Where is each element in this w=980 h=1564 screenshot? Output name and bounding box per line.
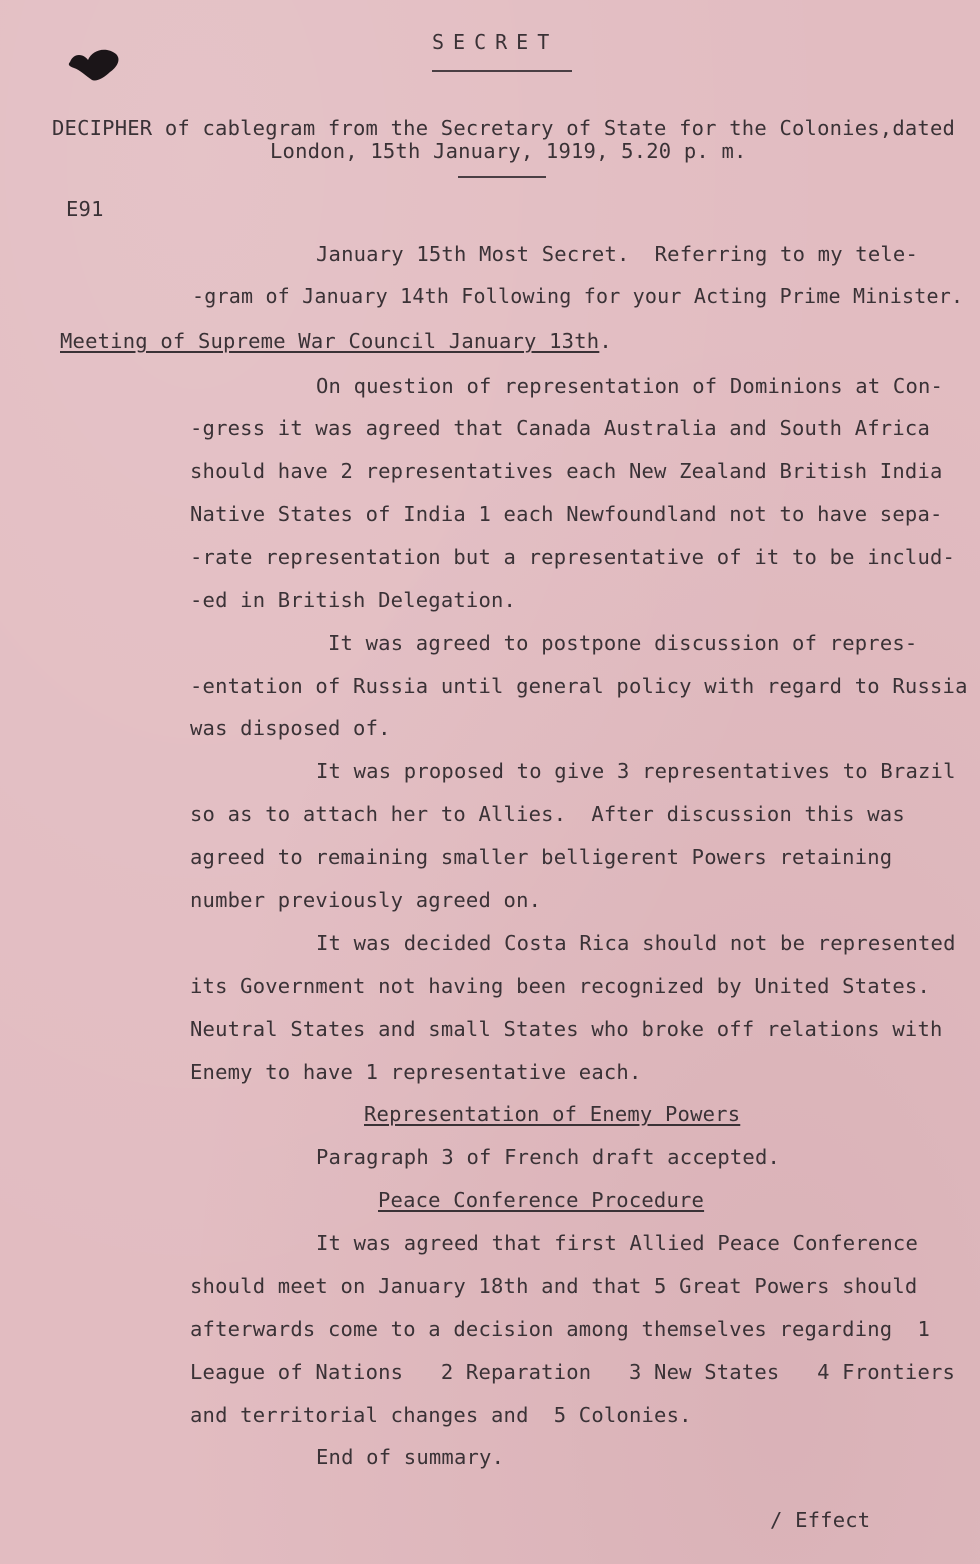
intro-line-1: January 15th Most Secret. Referring to my tele-: [316, 242, 919, 266]
para4-line-2: its Government not having been recognized by United States.: [190, 974, 930, 998]
ink-blot-mark: [66, 44, 122, 84]
para1-line-5: -rate representation but a representative of it to be includ-: [190, 545, 956, 569]
meeting-heading-text: Meeting of Supreme War Council January 13th: [60, 329, 600, 353]
para1-line-2: -gress it was agreed that Canada Australia and South Africa: [190, 416, 930, 440]
catchword: / Effect: [770, 1508, 871, 1532]
decipher-line-1: DECIPHER of cablegram from the Secretary of State for the Colonies,dated: [52, 116, 956, 140]
para5-line-1: It was agreed that first Allied Peace Conference: [316, 1231, 919, 1255]
para1-line-3: should have 2 representatives each New Zealand British India: [190, 459, 943, 483]
para3-line-3: agreed to remaining smaller belligerent Powers retaining: [190, 845, 893, 869]
reference-number: E91: [66, 197, 104, 221]
para2-line-2: -entation of Russia until general policy with regard to Russia: [190, 674, 968, 698]
para1-line-6: -ed in British Delegation.: [190, 588, 517, 612]
para3-line-4: number previously agreed on.: [190, 888, 542, 912]
para3-line-1: It was proposed to give 3 representatives to Brazil: [316, 759, 956, 783]
para4-line-4: Enemy to have 1 representative each.: [190, 1060, 642, 1084]
para5-line-4: League of Nations 2 Reparation 3 New States 4 Frontiers: [190, 1360, 956, 1384]
enemy-powers-text: Paragraph 3 of French draft accepted.: [316, 1145, 781, 1169]
enemy-powers-heading: Representation of Enemy Powers: [364, 1102, 741, 1126]
para5-line-5: and territorial changes and 5 Colonies.: [190, 1403, 692, 1427]
para4-line-3: Neutral States and small States who broke off relations with: [190, 1017, 943, 1041]
para1-line-1: On question of representation of Dominions at Con-: [316, 374, 944, 398]
header-rule: [458, 176, 546, 178]
para1-line-4: Native States of India 1 each Newfoundland not to have sepa-: [190, 502, 943, 526]
para5-line-2: should meet on January 18th and that 5 Great Powers should: [190, 1274, 918, 1298]
meeting-heading-period: .: [599, 329, 612, 353]
title-rule: [432, 70, 572, 72]
classification-title: SECRET: [432, 30, 559, 54]
procedure-heading: Peace Conference Procedure: [378, 1188, 705, 1212]
meeting-heading: [60, 329, 612, 353]
closing-line: End of summary.: [316, 1445, 505, 1469]
para5-line-3: afterwards come to a decision among themselves regarding 1: [190, 1317, 930, 1341]
para3-line-2: so as to attach her to Allies. After discussion this was: [190, 802, 905, 826]
para4-line-1: It was decided Costa Rica should not be represented: [316, 931, 956, 955]
intro-line-2: -gram of January 14th Following for your Acting Prime Minister.: [192, 284, 964, 308]
para2-line-3: was disposed of.: [190, 716, 391, 740]
para2-line-1: It was agreed to postpone discussion of repres-: [328, 631, 918, 655]
decipher-line-2: London, 15th January, 1919, 5.20 p. m.: [270, 139, 747, 163]
